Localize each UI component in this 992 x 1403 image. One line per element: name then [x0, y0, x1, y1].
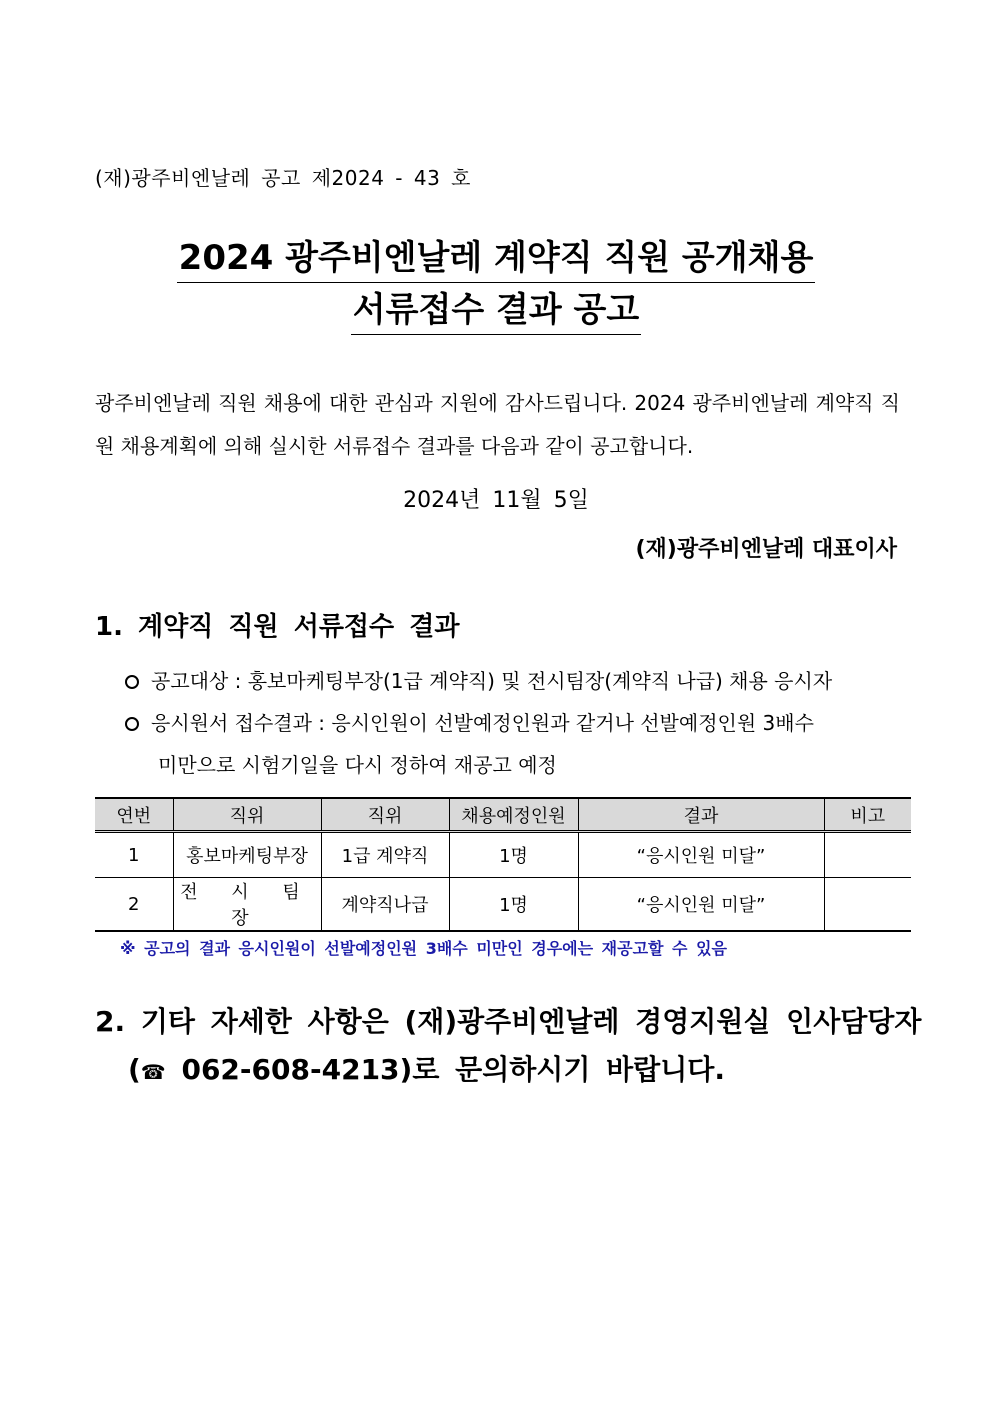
- section2-line1: 2. 기타 자세한 사항은 (재)광주비엔날레 경영지원실 인사담당자: [95, 1005, 922, 1038]
- circle-bullet-icon: [125, 717, 139, 731]
- intro-paragraph: 광주비엔날레 직원 채용에 대한 관심과 지원에 감사드립니다. 2024 광주비엔날레 계약직 직원 채용계획에 의해 실시한 서류접수 결과를 다음과 같이 공고합니다.: [95, 391, 900, 458]
- notice-number: (재)광주비엔날레 공고 제2024 - 43 호: [95, 166, 471, 190]
- circle-bullet-icon: [125, 675, 139, 689]
- bullet-result-continuation: 미만으로 시험기일을 다시 정하여 재공고 예정: [158, 753, 557, 777]
- cell-remarks: [824, 832, 911, 878]
- signatory: (재)광주비엔날레 대표이사: [635, 537, 897, 562]
- header-position: 직위: [173, 798, 321, 832]
- bullet-target: [125, 660, 832, 702]
- cell-remarks: [824, 878, 911, 932]
- header-planned: 채용예정인원: [449, 798, 578, 832]
- header-no: 연번: [95, 798, 173, 832]
- cell-no: 2: [95, 878, 173, 932]
- cell-planned: 1명: [449, 878, 578, 932]
- cell-no: 1: [95, 832, 173, 878]
- cell-position: 홍보마케팅부장: [173, 832, 321, 878]
- cell-planned: 1명: [449, 832, 578, 878]
- cell-position: 전 시 팀 장: [173, 878, 321, 932]
- header-remarks: 비고: [824, 798, 911, 832]
- cell-grade: 1급 계약직: [321, 832, 449, 878]
- cell-grade: 계약직나급: [321, 878, 449, 932]
- table-row: [95, 832, 911, 878]
- header-grade: 직위: [321, 798, 449, 832]
- page-title-line2: 서류접수 결과 공고: [0, 290, 992, 335]
- phone-icon: ☎: [140, 1060, 166, 1084]
- bullet-result: [125, 702, 814, 744]
- table-note: ※ 공고의 결과 응시인원이 선발예정인원 3배수 미만인 경우에는 재공고할 수 있음: [120, 939, 727, 958]
- phone-number: 062-608-4213: [181, 1053, 400, 1086]
- section1-heading: 1. 계약직 직원 서류접수 결과: [95, 612, 460, 642]
- table-row: [95, 878, 911, 932]
- page-title-line1: 2024 광주비엔날레 계약직 직원 공개채용: [0, 238, 992, 283]
- cell-result: “응시인원 미달”: [578, 878, 824, 932]
- results-table: [95, 797, 911, 932]
- bullet-target-text: 공고대상 : 홍보마케팅부장(1급 계약직) 및 전시팀장(계약직 나급) 채용 응시자: [151, 669, 833, 693]
- bullet-result-text: 응시원서 접수결과 : 응시인원이 선발예정인원과 같거나 선발예정인원 3배수: [151, 711, 814, 735]
- header-result: 결과: [578, 798, 824, 832]
- announcement-date: 2024년 11월 5일: [403, 488, 589, 513]
- section2-line2: (☎ 062-608-4213)로 문의하시기 바랍니다.: [128, 1053, 725, 1086]
- cell-result: “응시인원 미달”: [578, 832, 824, 878]
- table-header-row: [95, 798, 911, 832]
